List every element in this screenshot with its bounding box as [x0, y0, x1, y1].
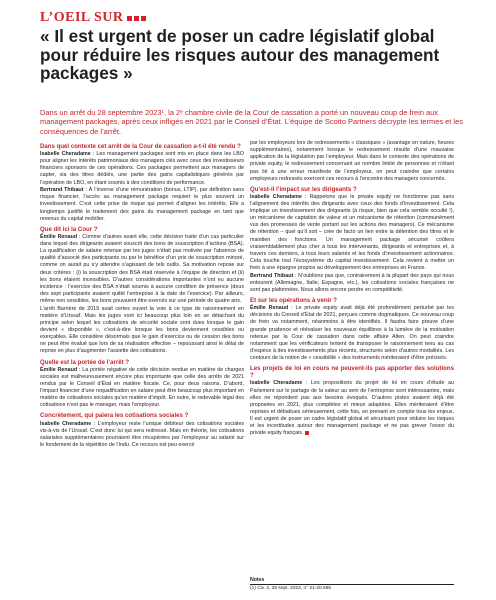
- question-3: Quelle est la portée de l’arrêt ?: [40, 358, 130, 366]
- speaker-name: Bertrand Thibaut: [250, 272, 294, 279]
- answer-text: : Les management packages sont mis en place dans les LBO pour aligner les intérêts patrimoniaux des managers clés avec ceux des investisseurs financiers sponsors de ces opérations. Ces packages permettent aux managers de capter, via des titres dédiés, une partie des gains capitalistiques générés par l’opération de LBO, en étant soumis à des conditions de performance.: [40, 151, 244, 186]
- answer-text: : Comme d’autres avant elle, cette décision traite d’un cas particulier dans lequel des dirigeants avaient souscrit des bons de souscription d’actions (BSA). La qualification de salaire retenue par les juges n’était pas motivée par l’absence de qualité d’associé des participants ou par le bénéfice d’un prix de souscription minoré, comme on aurait pu s’y attendre s’agissant de tels outils. Sa motivation repose sur deux critères : (i) la souscription des BSA était réservée à l’équipe de direction et (ii) les bons étaient incessibles. D’autres considérations importantes n’ont eu aucune incidence : l’exercice des BSA n’était soumis à aucune condition de présence (deux des sept participants avaient quitté l’entreprise à la date de l’exercice). Par ailleurs, même non cessibles, les bons pouvaient être exercés sur une période de quatre ans.: [40, 233, 244, 305]
- notes-title: Notes: [250, 577, 265, 583]
- answer-text: : Le private equity avait déjà été profondément perturbé par les décisions du Conseil d’État de 2021, perçues comme dogmatiques. Ce nouveau coup de frein va notamment, néanmoins à être identifiés. Il faudra faire preuve d’une grande prudence et réévaluer les nouveaux équilibres à la lumière de la motivation retenue par la Cour de cassation dans cette affaire Alten. On peut craindre notamment que les vérificateurs tentent de transposer le raisonnement tenu au cas d’espèce à des investissements plus récents, structurés selon d’autres modalités. Les contours de la notion de « cessibilité » des instruments mériteraient d’être précisés.: [250, 305, 455, 362]
- question-5: Qu’est-il l’impact sur les dirigeants ?: [250, 185, 357, 193]
- answer-paragraph: [40, 151, 244, 187]
- answer-text: : À l’inverse d’une rémunération (bonus, LTIP), par définition sans risque financier, l’accès au management package requiert le plus souvent un investissement. C’est cette prise de risque qui permet d’aligner les intérêts. Elle a longtemps justifié le traitement des gains du management package en tant que revenus du capital mobilier.: [40, 187, 244, 222]
- answer-paragraph: [40, 421, 244, 450]
- notes-divider: [250, 584, 454, 585]
- answer-paragraph: [40, 306, 244, 356]
- speaker-name: Isabelle Cheradame: [250, 380, 303, 387]
- question-4: Concrètement, qui paiera les cotisations sociales ?: [40, 412, 189, 420]
- answer-paragraph: [250, 380, 454, 437]
- answer-text: : La portée négative de cette décision rendue en matière de charges sociales est malheureusement encore plus importante que celle des arrêts de 2021 rendus par le Conseil d’État en matière fiscale. Ce, pour deux raisons. D’abord, l’impact financier d’une requalification en salaire peut être beaucoup plus important en matière de cotisations sociales qu’en matière d’impôt. En outre, le redevable légal des cotisations n’est pas le manager, mais l’employeur.: [40, 366, 244, 409]
- column-left: [40, 140, 244, 450]
- speaker-name: Émilie Renaud: [40, 233, 78, 240]
- answer-paragraph: [250, 194, 454, 272]
- speaker-name: Isabelle Cheradame: [40, 151, 91, 158]
- answer-text: : N’oublions pas que, contrairement à la plupart des pays qui nous entourent (Allemagne, Italie, Espagne, etc.), les cotisations sociales françaises ne sont pas plafonnées. Nous allons encore perdre en compétitivité.: [250, 272, 454, 293]
- end-of-article-mark: [305, 431, 309, 435]
- section-tag-text: L’OEIL SUR: [40, 10, 124, 25]
- section-tag-dots: [127, 16, 146, 21]
- answer-paragraph: [40, 187, 244, 223]
- speaker-name: Bertrand Thibaut: [40, 187, 84, 194]
- footnotes: [250, 577, 454, 592]
- answer-paragraph: [250, 305, 454, 362]
- question-2: Que dit ici la Cour ?: [40, 225, 98, 233]
- answer-text: par les employeurs lors de redressements « classiques » (avantage en nature, heures supplémentaires), notamment lorsque le redressement résulte d’une mauvaise application de la législation par l’employeur. Mais dans le contexte des opérations de private equity, le redressement concernant un nombre limité de personnes et n’étant pas lié à une erreur manifeste de l’employeur, on peut craindre que certains employeurs redressés exercent ces recours à l’encontre des managers concernés.: [250, 140, 454, 182]
- answer-paragraph: [40, 367, 244, 410]
- answer-paragraph: [40, 234, 244, 305]
- question-7: Les projets de loi en cours ne peuvent-ils pas apporter des solutions ?: [250, 365, 454, 380]
- question-6: Et sur les opérations à venir ?: [250, 297, 338, 305]
- question-1: Dans quel contexte cet arrêt de la Cour de cassation a-t-il été rendu ?: [40, 143, 241, 150]
- answer-text: : L’employeur reste l’unique débiteur des cotisations sociales vis-à-vis de l’Urssaf. C’est donc lui qui sera redressé. Mais en théorie, les cotisations salariales supplémentaires pourraient être récupérées par l’employeur au salarié sur le fondement de la répétition de l’indu. Ce recours est peu exercé: [40, 420, 244, 448]
- article-title: « Il est urgent de poser un cadre législatif global pour réduire les risques autour des management packages »: [40, 26, 440, 83]
- answer-text: L’arrêt Barrière de 2019 avait certes ouvert la voie à ce type de raisonnement en matière d’Urssaf. Mais les juges vont ici beaucoup plus loin en se détachant du principe selon lequel les cotisations de sécurité sociale sont dues lorsque le gain devient « disponible », c’est-à-dire lorsque les bons deviennent cessibles ou exerçables. Elle considère désormais que le gain d’exercice ou de cession des bons ne peut être évalué que lors de sa réalisation effective – repoussant ainsi le délai de reprise en plus d’augmenter l’assiette des cotisations.: [40, 305, 244, 355]
- column-right: [250, 140, 454, 438]
- footnote-1: (1) Civ. 2, 28 sept. 2023, n° 21-20.685: [250, 586, 332, 591]
- speaker-name: Isabelle Cheradame: [250, 193, 302, 200]
- article-lead: Dans un arrêt du 28 septembre 2023¹, la 2ᵉ chambre civile de la Cour de cassation a porté un nouveau coup de frein aux management packages, après ceux infligés en 2021 par le Conseil d’État. L’équipe de Scotto Partners décrypte les termes et les conséquences de l’arrêt.: [40, 108, 463, 136]
- speaker-name: Émilie Renaud: [250, 305, 289, 312]
- speaker-name: Isabelle Cheradame: [40, 420, 92, 427]
- answer-text: : Rappelons que le private equity ne fonctionne pas sans l’alignement des intérêts des dirigeants avec ceux des fonds d’investissement. Cela implique un investissement des dirigeants (à risque, bien que cela semble occulté !), un mécanisme de captation de valeur et un mécanisme de rétention (communément vus des promesses de vente portant sur les actions des managers). Ce mécanisme de rétention – quel qu’il soit – crée de facto un lien entre la détention des titres et le maintien des fonctions. Un management package sécurisé coûtera vraisemblablement plus cher à tous les intervenants, dirigeants et entreprises et, à travers ces derniers, à tous leurs salariés et les fonds d’investissement actionnaires. Cela touche tout l’écosystème du capital investissement. Cela revient à mettre un frein à une épargne propice au développement des entreprises en France.: [250, 193, 454, 272]
- answer-text: : Les propositions du projet de loi en cours d’étude au Parlement sur le partage de la valeur au sein de l’entreprise sont intéressantes, mais elles ne répondent pas aux besoins évoqués. D’autres pistes avaient déjà été proposées en 2021, plus complètes et mieux adaptées. Elles mériteraient d’être reprises et débattues sérieusement, cette fois, en prenant en compte tous les enjeux. Il est urgent de poser un cadre législatif global et sécurisant pour réduire les risques et les incertitudes autour des management package et ne pas grever l’essor du private equity français.: [250, 380, 454, 437]
- answer-paragraph: [250, 273, 454, 294]
- speaker-name: Émilie Renaud: [40, 366, 78, 373]
- section-tag: [40, 10, 146, 26]
- answer-paragraph: [250, 140, 454, 183]
